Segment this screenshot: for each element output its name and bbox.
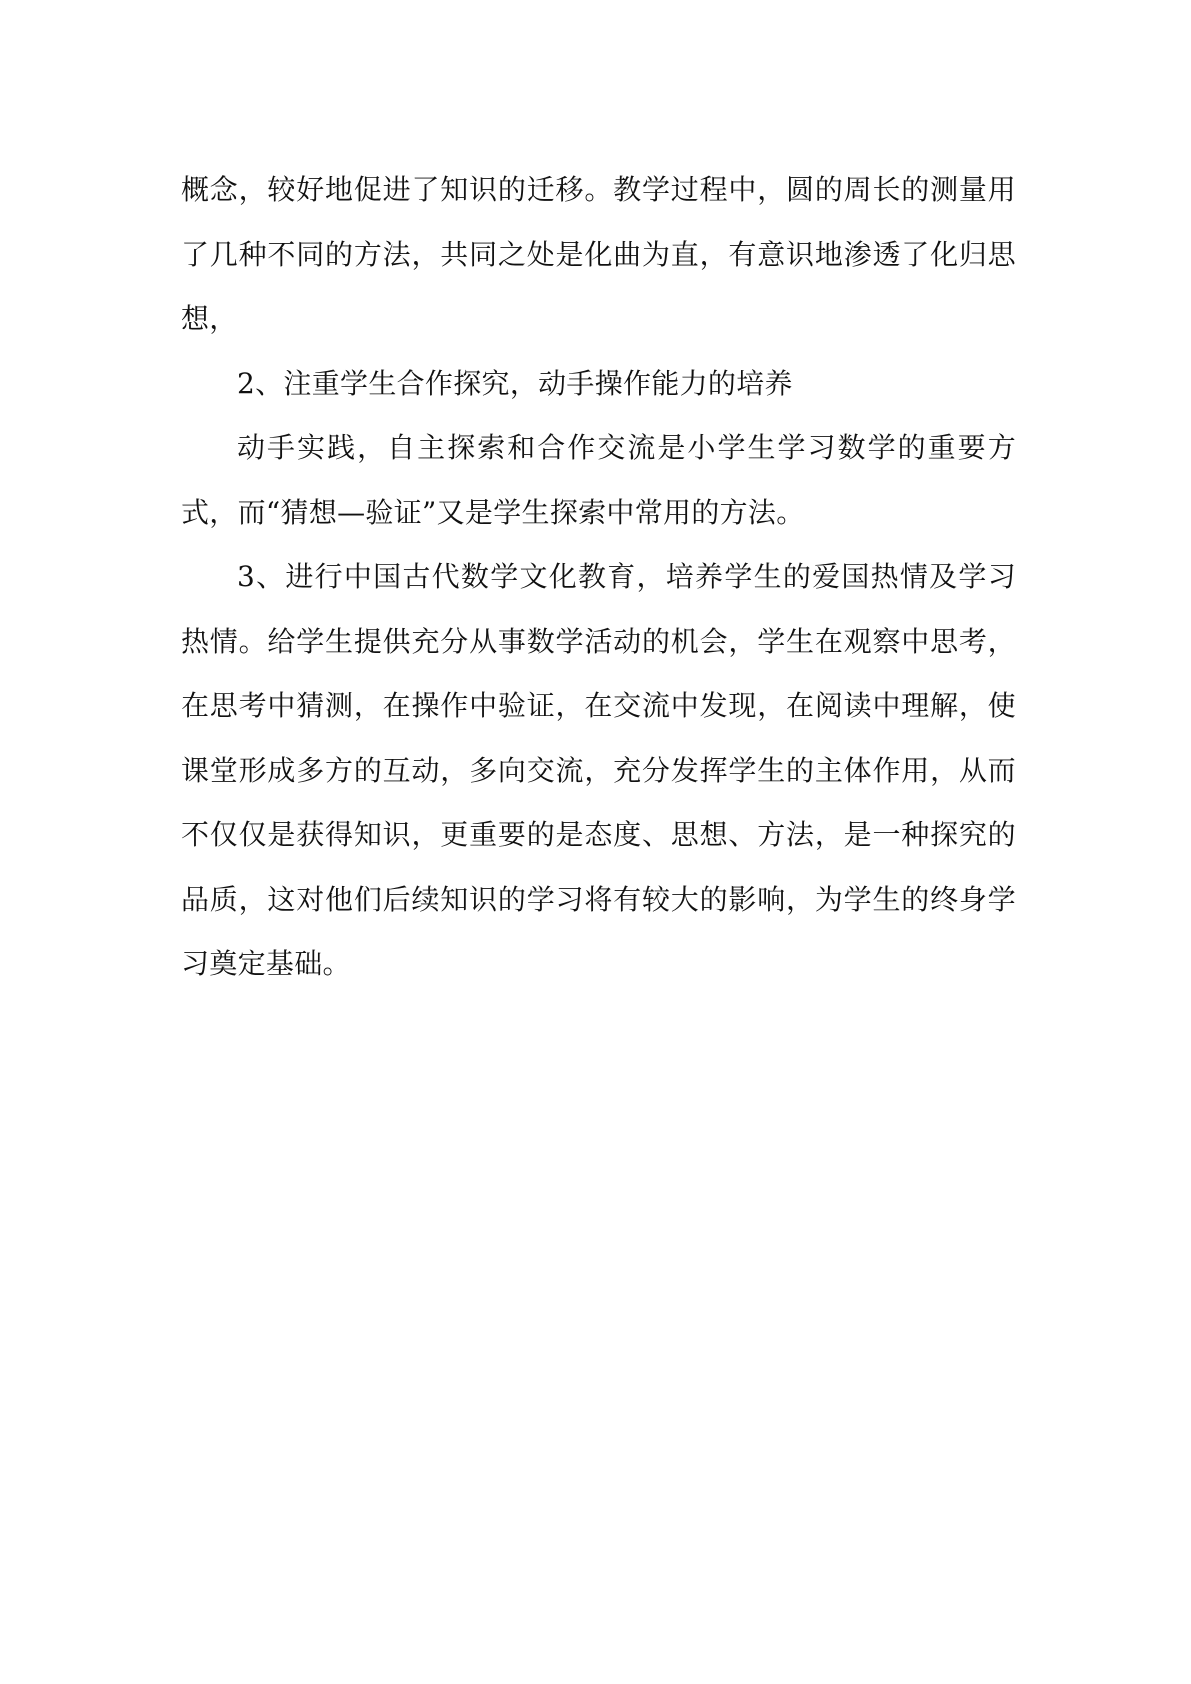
section-heading-2: 2、注重学生合作探究，动手操作能力的培养 bbox=[237, 366, 793, 400]
section-paragraph-3: 3、进行中国古代数学文化教育，培养学生的爱国热情及学习热情。给学生提供充分从事数学活动的机会，学生在观察中思考，在思考中猜测，在操作中验证，在交流中发现，在阅读中理解，使课堂形成多方的互动，多向交流，充分发挥学生的主体作用，从而不仅仅是获得知识，更重要的是态度、思想、方法，是一种探究的品质，这对他们后续知识的学习将有较大的影响，为学生的终身学习奠定基础。 bbox=[181, 560, 1016, 980]
document-body bbox=[181, 158, 1016, 997]
paragraph-hands-on-practice: 动手实践，自主探索和合作交流是小学生学习数学的重要方式，而“猜想—验证”又是学生探索中常用的方法。 bbox=[181, 431, 1016, 529]
paragraph-continuation: 概念，较好地促进了知识的迁移。教学过程中，圆的周长的测量用了几种不同的方法，共同之处是化曲为直，有意识地渗透了化归思想， bbox=[181, 173, 1016, 335]
